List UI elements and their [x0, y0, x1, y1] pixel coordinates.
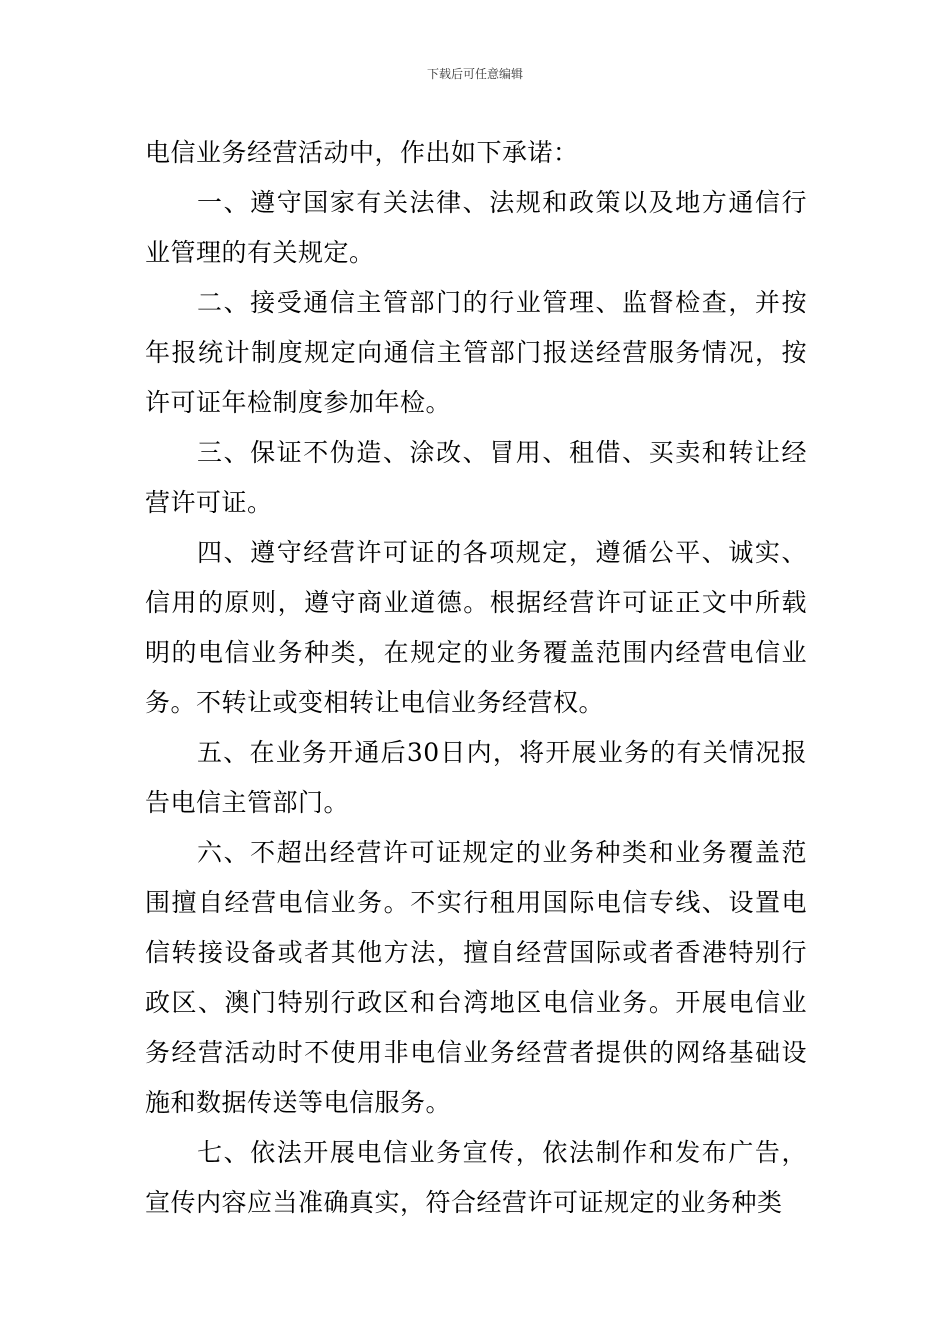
paragraph-item-4: 四、遵守经营许可证的各项规定，遵循公平、诚实、信用的原则，遵守商业道德。根据经营许可证正文中所载明的电信业务种类，在规定的业务覆盖范围内经营电信业务。不转让或变相转让电信业务经营权。 — [145, 538, 807, 717]
page-header: 下载后可任意编辑 — [426, 67, 523, 81]
paragraph-intro: 电信业务经营活动中，作出如下承诺： — [145, 138, 579, 167]
paragraph-item-1: 一、遵守国家有关法律、法规和政策以及地方通信行业管理的有关规定。 — [145, 188, 807, 267]
paragraph-item-3: 三、保证不伪造、涂改、冒用、租借、买卖和转让经营许可证。 — [145, 438, 807, 517]
paragraph-item-7: 七、依法开展电信业务宣传，依法制作和发布广告，宣传内容应当准确真实，符合经营许可证规定的业务种类 — [145, 1138, 807, 1217]
document-body — [145, 128, 807, 1228]
paragraph-item-2: 二、接受通信主管部门的行业管理、监督检查，并按年报统计制度规定向通信主管部门报送经营服务情况，按许可证年检制度参加年检。 — [145, 288, 807, 417]
paragraph-item-6: 六、不超出经营许可证规定的业务种类和业务覆盖范围擅自经营电信业务。不实行租用国际电信专线、设置电信转接设备或者其他方法，擅自经营国际或者香港特别行政区、澳门特别行政区和台湾地区电信业务。开展电信业务经营活动时不使用非电信业务经营者提供的网络基础设施和数据传送等电信服务。 — [145, 838, 807, 1117]
paragraph-item-5: 五、在业务开通后30日内，将开展业务的有关情况报告电信主管部门。 — [145, 738, 807, 817]
